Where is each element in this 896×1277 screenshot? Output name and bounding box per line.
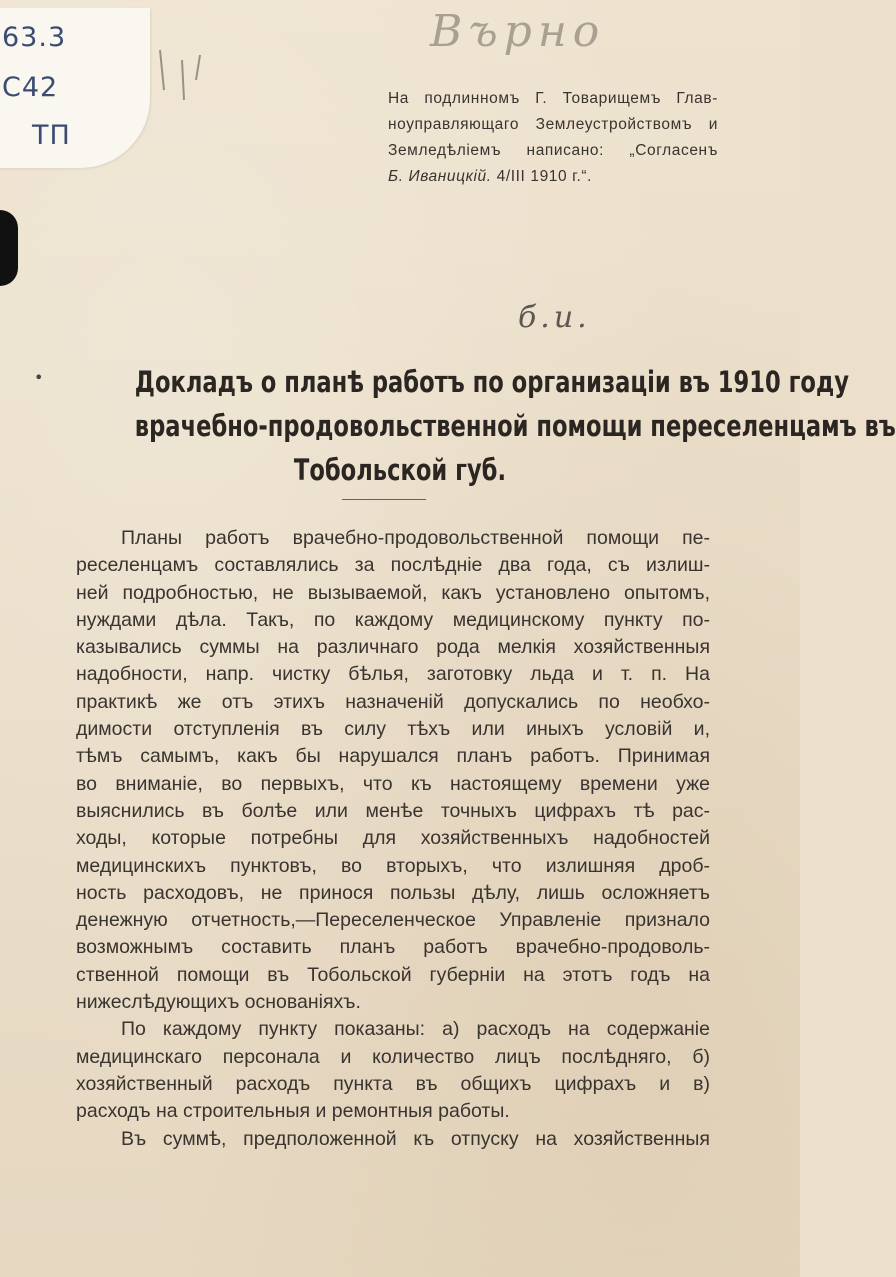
body-line: возможнымъ составить планъ работъ врачебно-продоволь- — [76, 936, 710, 959]
body-line: расходъ на строительныя и ремонтныя работы. — [76, 1100, 510, 1123]
body-line: нижеслѣдующихъ основаніяхъ. — [76, 991, 361, 1014]
body-line: хозяйственный расходъ пункта въ общихъ цифрахъ и в) — [76, 1072, 710, 1095]
body-line: ность расходовъ, не принося пользы дѣлу, лишь осложняетъ — [76, 881, 710, 904]
margin-dot: • — [34, 368, 44, 387]
approval-line: ноуправляющаго Землеустройствомъ и — [388, 116, 718, 133]
handwritten-initials: б.и. — [518, 300, 591, 335]
body-line: димости отступленія въ силу тѣхъ или иныхъ условій и, — [76, 718, 710, 741]
body-line: медицинскаго персонала и количество лицъ послѣдняго, б) — [76, 1045, 710, 1068]
approval-line: Земледѣліемъ написано: „Согласенъ — [388, 142, 718, 159]
body-line: По каждому пункту показаны: а) расходъ на содержаніе — [121, 1018, 710, 1041]
approval-line: На подлинномъ Г. Товарищемъ Глав- — [388, 90, 718, 107]
body-line: Планы работъ врачебно-продовольственной помощи пе- — [121, 527, 710, 549]
approval-date: 4/III 1910 г.“. — [496, 168, 593, 185]
body-line: практикѣ же отъ этихъ назначеній допускались по необхо- — [76, 690, 710, 713]
document-title — [134, 360, 896, 492]
call-number-line-2: С42 — [2, 72, 59, 103]
library-call-number-label — [0, 8, 150, 168]
body-line: реселенцамъ составлялись за послѣдніе два года, съ излиш- — [76, 554, 710, 577]
body-line: во вниманіе, во первыхъ, что къ настоящему времени уже — [76, 772, 710, 795]
approval-signature: Б. Иваницкій. — [388, 168, 492, 185]
binding-hole-mark — [0, 210, 18, 286]
handwritten-annotation: Върно — [430, 6, 606, 57]
body-line: выяснились въ болѣе или менѣе точныхъ цифрахъ тѣ рас- — [76, 799, 710, 822]
pencil-marks — [150, 20, 250, 120]
approval-note — [388, 86, 718, 190]
body-line: ней подробностью, не вызываемой, какъ установлено опытомъ, — [76, 581, 710, 604]
body-line: тѣмъ самымъ, какъ бы нарушался планъ работъ. Принимая — [76, 745, 710, 768]
body-line: казывались суммы на различнаго рода мелкія хозяйственныя — [76, 636, 710, 659]
body-line: ственной помощи въ Тобольской губерніи на этотъ годъ на — [76, 963, 710, 986]
title-line: Тобольской губ. — [293, 453, 507, 487]
call-number-line-1: 63.3 — [2, 22, 67, 53]
body-line: надобности, напр. чистку бѣлья, заготовку льда и т. п. На — [76, 663, 710, 686]
body-text — [76, 525, 710, 1153]
title-divider — [342, 499, 426, 500]
body-line: медицинскихъ пунктовъ, во вторыхъ, что излишняя дроб- — [76, 854, 710, 877]
title-line: врачебно-продовольственной помощи переселенцамъ въ — [134, 409, 896, 443]
body-line: Въ суммѣ, предположенной къ отпуску на хозяйственныя — [121, 1127, 710, 1150]
body-line: нуждами дѣла. Такъ, по каждому медицинскому пункту по- — [76, 608, 710, 631]
body-line: ходы, которые потребны для хозяйственныхъ надобностей — [76, 827, 710, 850]
title-line: Докладъ о планѣ работъ по организаціи въ 1910 году — [134, 365, 849, 399]
call-number-line-3: ТП — [32, 120, 71, 151]
approval-signature-line — [388, 164, 718, 190]
body-line: денежную отчетность,—Переселенческое Управленіе признало — [76, 909, 710, 932]
